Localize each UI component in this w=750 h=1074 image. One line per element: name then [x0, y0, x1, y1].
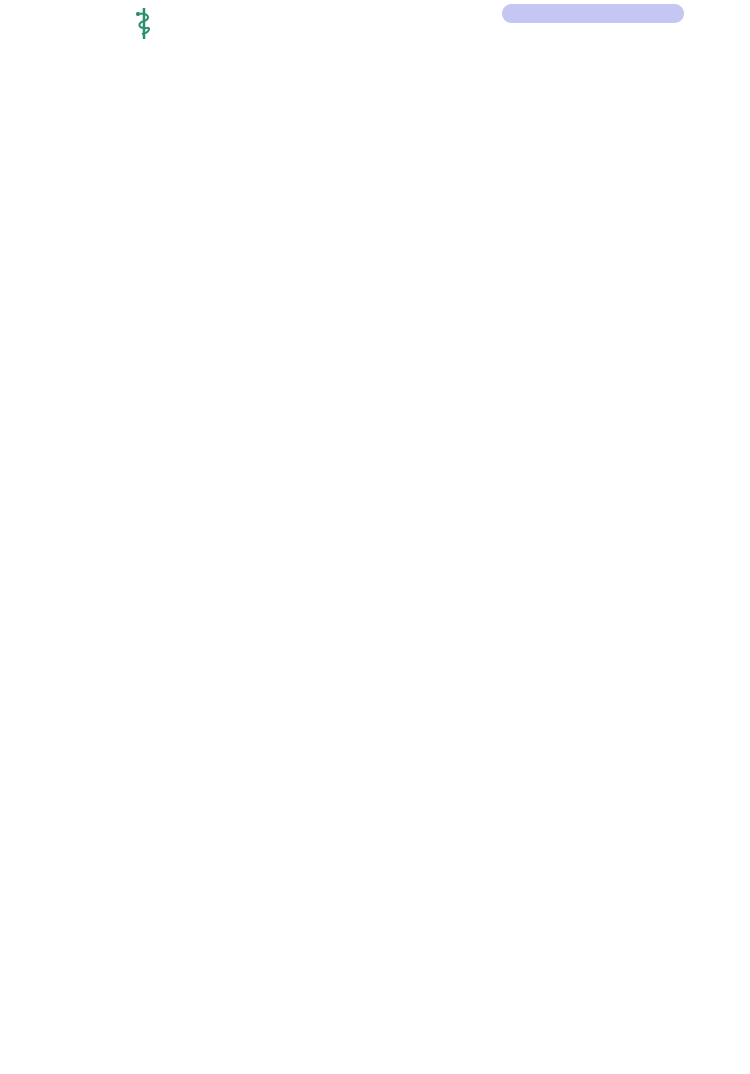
- awmf-logo[interactable]: [134, 4, 304, 44]
- awmf-staff-icon: [134, 6, 154, 40]
- register-number-badge: [502, 4, 684, 23]
